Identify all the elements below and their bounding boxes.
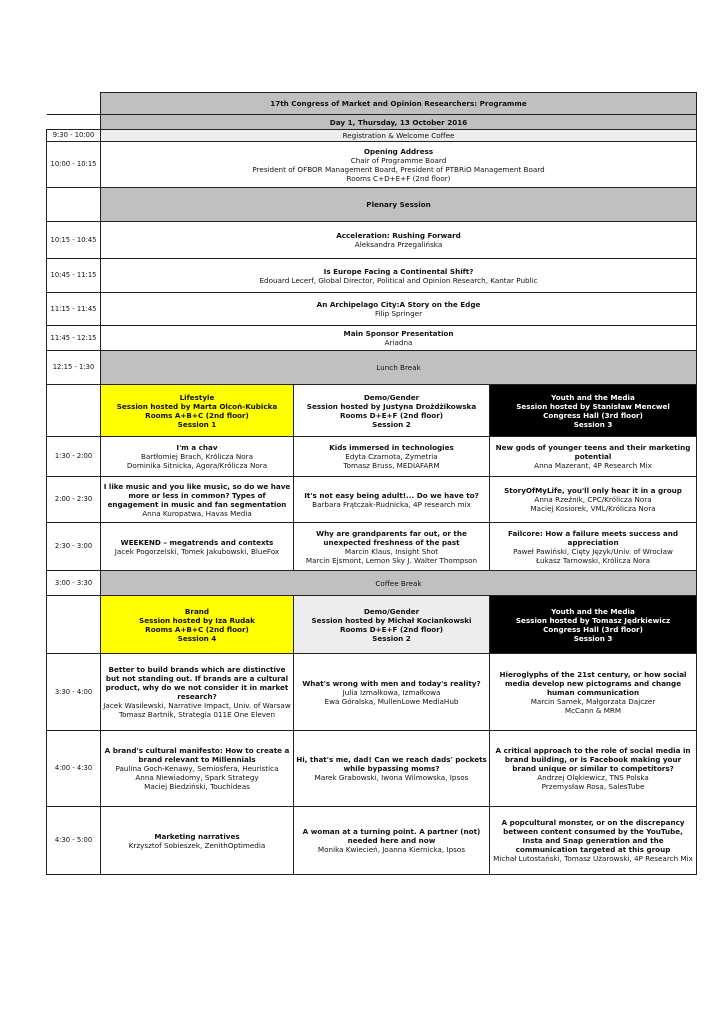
session-header-youth-media [490, 596, 697, 654]
talk-speaker: Bartłomiej Brach, Królicza Nora [140, 452, 254, 461]
talk-title: What's wrong with men and today's reality? [302, 678, 481, 688]
session-number: Session 3 [573, 633, 613, 643]
session-name: Youth and the Media [551, 606, 635, 616]
session-number: Session 2 [372, 419, 411, 429]
session-name: Youth and the Media [551, 392, 635, 402]
talk-title: I like music and you like music, so do we have more or less in common? Types of engagement in music and fan segmentation [103, 481, 291, 509]
talk-speaker: Barbara Frątczak-Rudnicka, 4P research mix [312, 499, 471, 509]
session-name: Brand [184, 606, 210, 616]
talk-title: A critical approach to the role of social media in brand building, or is Facebook making your brand unique or similar to competitors? [495, 746, 691, 773]
talk-speaker: Anna Rzeźnik, CPC/Królicza Nora [534, 495, 652, 504]
talk-cell [490, 731, 697, 807]
time-cell: 10:15 - 10:45 [47, 222, 101, 259]
talk-speaker: Julia Izmałkowa, Izmałkowa [342, 687, 441, 697]
talk-cell [101, 477, 294, 523]
talk-speaker: Paweł Pawiński, Cięty Język/Univ. of Wrocław [513, 546, 673, 556]
time-cell: 3:30 - 4:00 [47, 654, 101, 731]
talk-speaker: Maciej Biedziński, Touchideas [144, 782, 250, 791]
talk-cell [101, 437, 294, 477]
plenary-header: Plenary Session [101, 188, 697, 222]
talk-title: Hieroglyphs of the 21st century, or how social media develop new pictograms and change human communication [499, 669, 687, 697]
session-host: Session hosted by Tomasz Jędrkiewicz [515, 615, 671, 625]
talk-title: Better to build brands which are distinctive but not standing out. If brands are a cultural product, why do we not consider it in market research? [105, 665, 289, 701]
talk-speaker: Tomasz Bartnik, Strategia 011E One Eleven [118, 710, 276, 719]
programme-table [46, 92, 697, 875]
talk-speaker: Jacek Wasilewski, Narrative Impact, Univ. of Warsaw [103, 701, 291, 710]
talk-title: A popcultural monster, or on the discrepancy between content consumed by the YouTube, Insta and Snap generation and the communication targeted at this group [501, 818, 685, 854]
talk-title: Why are grandparents far out, or the unexpected freshness of the past [316, 528, 467, 547]
talk-title: Failcore: How a failure meets success and appreciation [507, 528, 679, 547]
session-header-demo-gender [294, 596, 490, 654]
talk-title: WEEKEND – megatrends and contexts [120, 537, 274, 547]
opening-line: Rooms C+D+E+F (2nd floor) [346, 173, 451, 183]
talk-title: A brand's cultural manifesto: How to create a brand relevant to Millennials [104, 746, 290, 764]
talk-speaker: Anna Mazerant, 4P Research Mix [534, 461, 652, 470]
time-cell: 12:15 - 1:30 [47, 351, 101, 385]
session-header-lifestyle [101, 385, 294, 437]
session-header-brand [101, 596, 294, 654]
talk-cell [101, 326, 697, 351]
time-cell: 11:45 - 12:15 [47, 326, 101, 351]
talk-speaker: Michał Lutostański, Tomasz Użarowski, 4P Research Mix [493, 854, 693, 863]
session-room: Rooms D+E+F (2nd floor) [339, 410, 444, 420]
talk-speaker: Edyta Czarnota, Zymetria [345, 452, 438, 461]
talk-speaker: Maciej Kosiorek, VML/Królicza Nora [530, 504, 656, 513]
talk-cell [294, 807, 490, 875]
talk-cell [101, 293, 697, 326]
corner-blank [47, 93, 101, 115]
session-host: Session hosted by Stanisław Mencwel [516, 401, 670, 411]
opening-cell [101, 142, 697, 188]
session-host: Session hosted by Justyna Drożdżikowska [306, 401, 477, 411]
day-label: Day 1, Thursday, 13 October 2016 [101, 115, 697, 130]
opening-title: Opening Address [363, 146, 434, 156]
talk-title: New gods of younger teens and their marketing potential [495, 443, 691, 461]
talk-cell [101, 654, 294, 731]
time-cell: 4:30 - 5:00 [47, 807, 101, 875]
time-cell: 2:30 - 3:00 [47, 523, 101, 571]
session-room: Rooms A+B+C (2nd floor) [145, 410, 249, 420]
session-number: Session 4 [177, 633, 217, 643]
talk-speaker: Krzysztof Sobieszek, ZenithOptimedia [128, 840, 266, 850]
talk-speaker: Dominika Sitnicka, Agora/Królicza Nora [126, 461, 268, 470]
talk-title: StoryOfMyLife, you'll only hear it in a group [504, 486, 682, 495]
opening-line: President of OFBOR Management Board, President of PTBRiO Management Board [252, 164, 545, 174]
talk-speaker: Marcin Ejsmont, Lemon Sky J. Walter Thompson [305, 555, 478, 565]
talk-cell [490, 654, 697, 731]
session-name: Demo/Gender [363, 392, 420, 402]
time-cell: 1:30 - 2:00 [47, 437, 101, 477]
talk-cell [101, 222, 697, 259]
talk-cell [490, 437, 697, 477]
session-host: Session hosted by Iza Rudak [139, 615, 255, 625]
talk-title: Acceleration: Rushing Forward [336, 231, 461, 240]
session-host: Session hosted by Michał Kociankowski [311, 615, 472, 625]
session-header-youth-media [490, 385, 697, 437]
session-name: Demo/Gender [363, 606, 420, 616]
session-room: Rooms D+E+F (2nd floor) [339, 624, 444, 634]
time-cell: 2:00 - 2:30 [47, 477, 101, 523]
talk-cell [101, 807, 294, 875]
session-host: Session hosted by Marta Olcoń-Kubicka [116, 401, 278, 411]
session-number: Session 2 [372, 633, 411, 643]
talk-speaker: Edouard Lecerf, Global Director, Political and Opinion Research, Kantar Public [259, 275, 538, 285]
talk-speaker: Łukasz Tarnowski, Królicza Nora [536, 555, 651, 565]
time-cell: 9:30 - 10:00 [47, 130, 101, 142]
talk-cell [490, 807, 697, 875]
talk-speaker: Paulina Goch-Kenawy, Semiosfera, Heuristica [115, 764, 279, 773]
talk-speaker: Aleksandra Przegalińska [354, 240, 443, 249]
talk-cell [294, 731, 490, 807]
session-room: Congress Hall (3rd floor) [543, 624, 643, 634]
talk-speaker: Anna Kuropatwa, Havas Media [142, 508, 252, 518]
session-number: Session 1 [177, 419, 217, 429]
talk-cell [101, 523, 294, 571]
talk-speaker: McCann & MRM [564, 705, 622, 715]
talk-cell [101, 731, 294, 807]
coffee-break: Coffee Break [101, 571, 697, 596]
talk-cell [490, 523, 697, 571]
session-room: Congress Hall (3rd floor) [543, 410, 643, 420]
talk-title: Hi, that's me, dad! Can we reach dads' pockets while bypassing moms? [296, 755, 487, 773]
talk-speaker: Tomasz Bruss, MEDIAFARM [343, 461, 440, 470]
talk-speaker: Przemysław Rosa, SalesTube [541, 782, 645, 791]
time-cell: 3:00 - 3:30 [47, 571, 101, 596]
talk-title: It's not easy being adult!... Do we have to? [304, 490, 479, 500]
registration-cell: Registration & Welcome Coffee [101, 130, 697, 142]
talk-cell [490, 477, 697, 523]
talk-speaker: Ewa Góralska, MullenLowe MediaHub [324, 696, 459, 706]
talk-cell [294, 523, 490, 571]
session-number: Session 3 [573, 419, 613, 429]
talk-title: Marketing narratives [154, 831, 240, 841]
session-header-demo-gender [294, 385, 490, 437]
time-cell: 11:15 - 11:45 [47, 293, 101, 326]
talk-speaker: Marek Grabowski, Iwona Wilmowska, Ipsos [314, 773, 469, 782]
talk-speaker: Marcin Samek, Małgorzata Dajczer [530, 696, 656, 706]
talk-speaker: Jacek Pogorzelski, Tomek Jakubowski, BlueFox [114, 546, 280, 556]
lunch-break: Lunch Break [101, 351, 697, 385]
talk-speaker: Ariadna [384, 338, 413, 347]
talk-cell [294, 654, 490, 731]
talk-title: Main Sponsor Presentation [343, 329, 454, 338]
talk-cell [101, 259, 697, 293]
talk-speaker: Monika Kwiecień, Joanna Kiernicka, Ipsos [317, 845, 466, 854]
talk-title: Kids immersed in technologies [329, 443, 454, 452]
talk-speaker: Marcin Klaus, Insight Shot [344, 546, 439, 556]
talk-speaker: Anna Niewiadomy, Spark Strategy [135, 773, 259, 782]
session-room: Rooms A+B+C (2nd floor) [145, 624, 249, 634]
opening-line: Chair of Programme Board [350, 155, 447, 165]
talk-title: An Archipelago City:A Story on the Edge [316, 300, 481, 309]
talk-cell [294, 477, 490, 523]
programme-title: 17th Congress of Market and Opinion Researchers: Programme [101, 93, 697, 115]
time-cell: 10:45 - 11:15 [47, 259, 101, 293]
session-name: Lifestyle [179, 392, 215, 402]
talk-speaker: Filip Springer [375, 309, 423, 318]
talk-speaker: Andrzej Olękiewicz, TNS Polska [537, 773, 649, 782]
time-cell: 10:00 - 10:15 [47, 142, 101, 188]
talk-title: I'm a chav [176, 443, 218, 452]
talk-cell [294, 437, 490, 477]
time-cell: 4:00 - 4:30 [47, 731, 101, 807]
talk-title: A woman at a turning point. A partner (not) needed here and now [302, 827, 481, 845]
talk-title: Is Europe Facing a Continental Shift? [323, 266, 474, 276]
